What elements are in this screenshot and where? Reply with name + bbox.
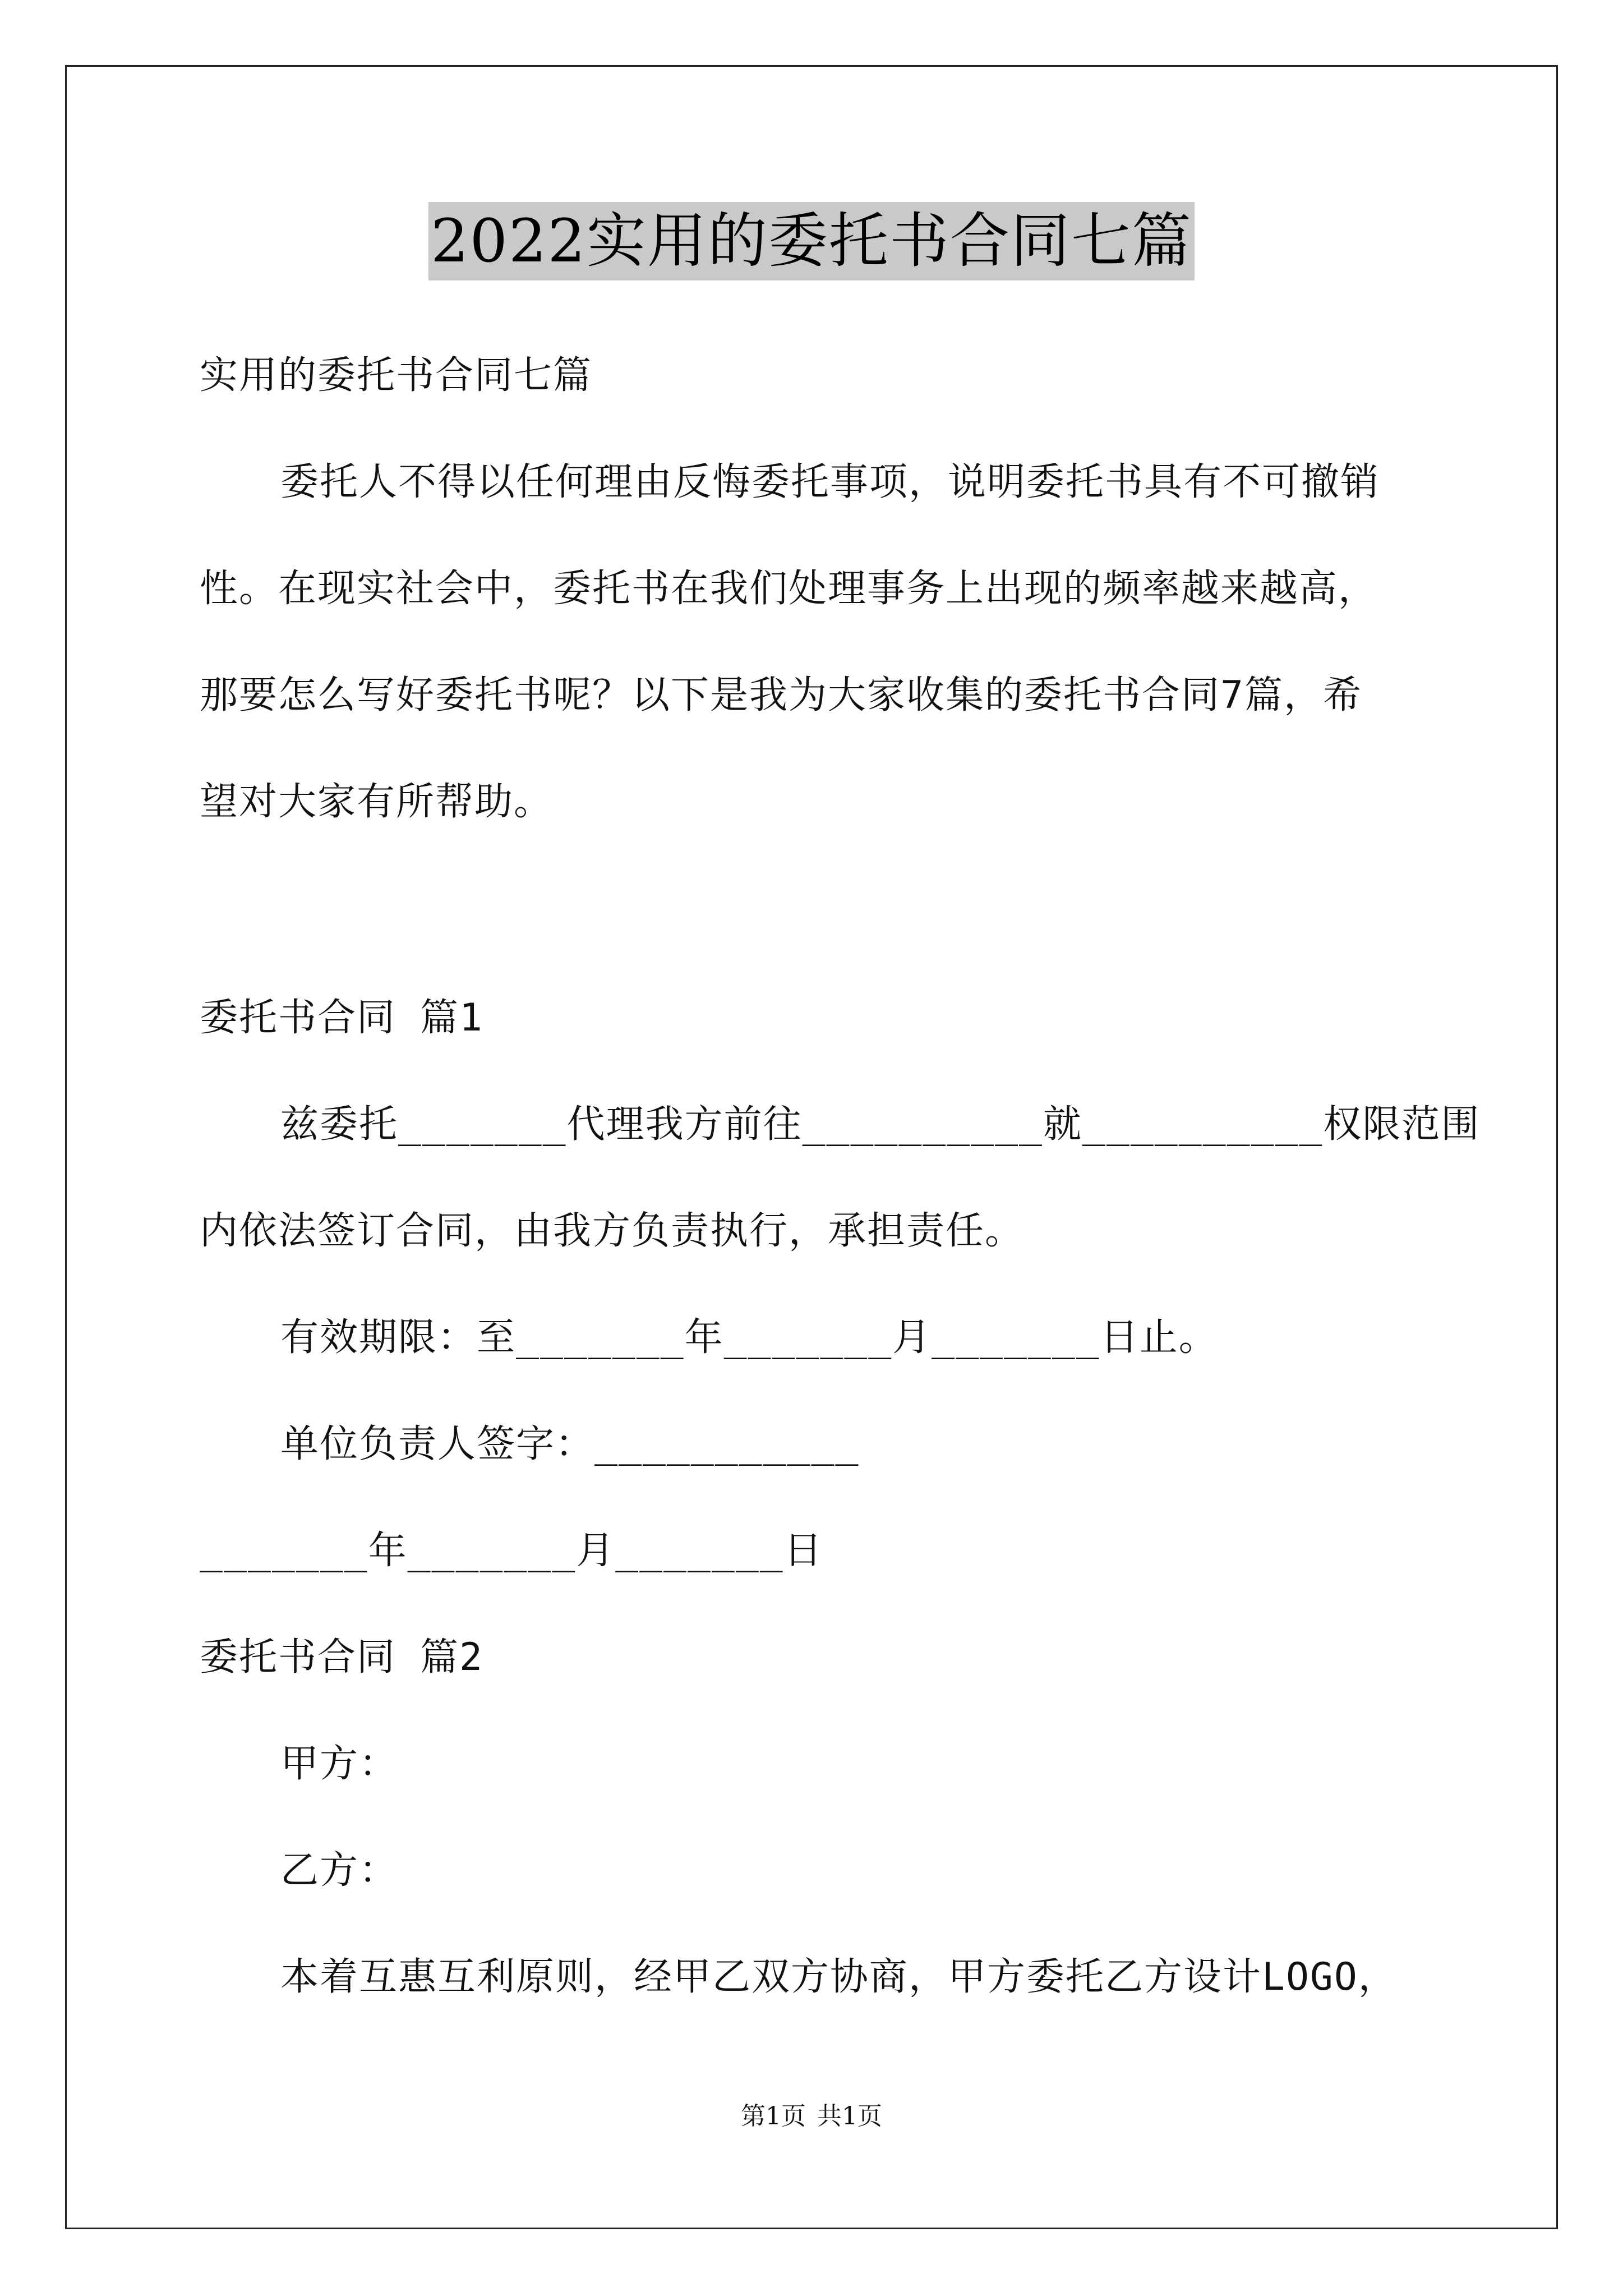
section2-line-1: 本着互惠互利原则，经甲乙双方协商，甲方委托乙方设计LOGO， [280, 1955, 1398, 1999]
document-title: 2022实用的委托书合同七篇 [428, 202, 1195, 280]
section1-line-2: 内依法签订合同，由我方负责执行，承担责任。 [200, 1209, 1025, 1253]
section-heading-1: 委托书合同 篇1 [200, 996, 483, 1040]
subtitle-line: 实用的委托书合同七篇 [200, 353, 593, 398]
intro-line-3: 那要怎么写好委托书呢？以下是我为大家收集的委托书合同7篇，希 [200, 673, 1362, 717]
page-footer: 第1页 共1页 [741, 2102, 882, 2131]
intro-line-2: 性。在现实社会中，委托书在我们处理事务上出现的频率越来越高， [200, 567, 1378, 611]
date-line: _______年_______月_______日 [200, 1529, 823, 1573]
title-container [0, 202, 1623, 280]
intro-line-4: 望对大家有所帮助。 [200, 780, 554, 824]
intro-line-1: 委托人不得以任何理由反悔委托事项，说明委托书具有不可撤销 [280, 460, 1380, 504]
party-a-line: 甲方： [280, 1742, 399, 1786]
section1-line-1: 兹委托_______代理我方前往__________就__________权限范围 [280, 1102, 1481, 1147]
validity-line: 有效期限：至_______年_______月_______日止。 [280, 1315, 1218, 1360]
signature-line: 单位负责人签字：___________ [280, 1422, 860, 1466]
section-heading-2: 委托书合同 篇2 [200, 1635, 483, 1680]
party-b-line: 乙方： [280, 1848, 399, 1893]
